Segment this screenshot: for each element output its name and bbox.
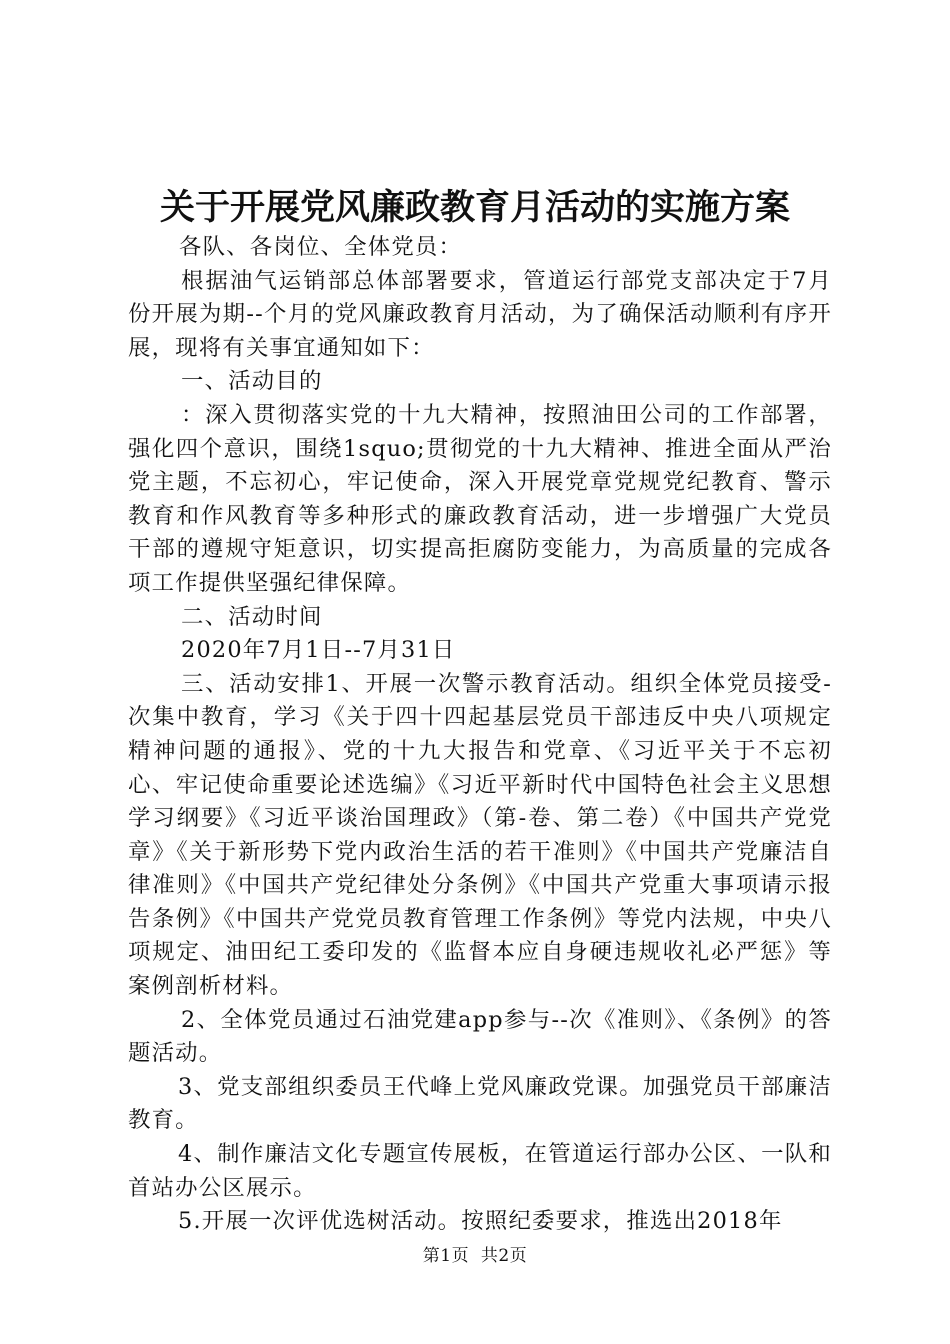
paragraph-arrangement-5: 5.开展一次评优选树活动。按照纪委要求，推选出2018年 [178, 1208, 783, 1235]
page-footer [0, 1244, 950, 1268]
paragraph-purpose: ：深入贯彻落实党的十九大精神，按照油田公司的工作部署，强化四个意识，围绕1squo;贯彻党的十九大精神、推进全面从严治党主题，不忘初心，牢记使命，深入开展党章党规党纪教育、警示教育和作风教育等多种形式的廉政教育活动，进一步增强广大党员干部的遵规守矩意识，切实提高拒腐防变能力，为高质量的完成各项工作提供坚强纪律保障。 [128, 401, 832, 596]
document-title: 关于开展党风廉政教育月活动的实施方案 [159, 187, 790, 228]
paragraph-arrangement-2: 2、全体党员通过石油党建app参与--次《准则》、《条例》的答题活动。 [128, 1006, 832, 1067]
paragraph-arrangement-4: 4、制作廉洁文化专题宣传展板，在管道运行部办公区、一队和首站办公区展示。 [128, 1141, 832, 1201]
page-number-total: 共2页 [480, 1246, 528, 1266]
paragraph-time: 2020年7月1日--7月31日 [181, 637, 456, 664]
heading-time: 二、活动时间 [181, 603, 323, 630]
paragraph-intro: 根据油气运销部总体部署要求，管道运行部党支部决定于7月份开展为期--个月的党风廉政教育月活动，为了确保活动顺利有序开展，现将有关事宜通知如下： [128, 267, 832, 361]
document-body [128, 231, 832, 1239]
paragraph-arrangement-1: 三、活动安排1、开展一次警示教育活动。组织全体党员接受-次集中教育，学习《关于四十四起基层党员干部违反中央八项规定精神问题的通报》、党的十九大报告和党章、《习近平关于不忘初心、牢记使命重要论述选编》《习近平新时代中国特色社会主义思想学习纲要》《习近平谈治国理政》（第-卷、第二卷）《中国共产党党章》《关于新形势下党内政治生活的若干准则》《中国共产党廉洁自律准则》《中国共产党纪律处分条例》《中国共产党重大事项请示报告条例》《中国共产党党员教育管理工作条例》等党内法规，中央八项规定、油田纪工委印发的《监督本应自身硬违规收礼必严惩》等案例剖析材料。 [128, 670, 832, 1000]
salutation: 各队、各岗位、全体党员： [179, 234, 463, 260]
page-number-current: 第1页 [422, 1246, 470, 1266]
paragraph-arrangement-3: 3、党支部组织委员王代峰上党风廉政党课。加强党员干部廉洁教育。 [128, 1073, 832, 1134]
heading-purpose: 一、活动目的 [181, 368, 323, 395]
